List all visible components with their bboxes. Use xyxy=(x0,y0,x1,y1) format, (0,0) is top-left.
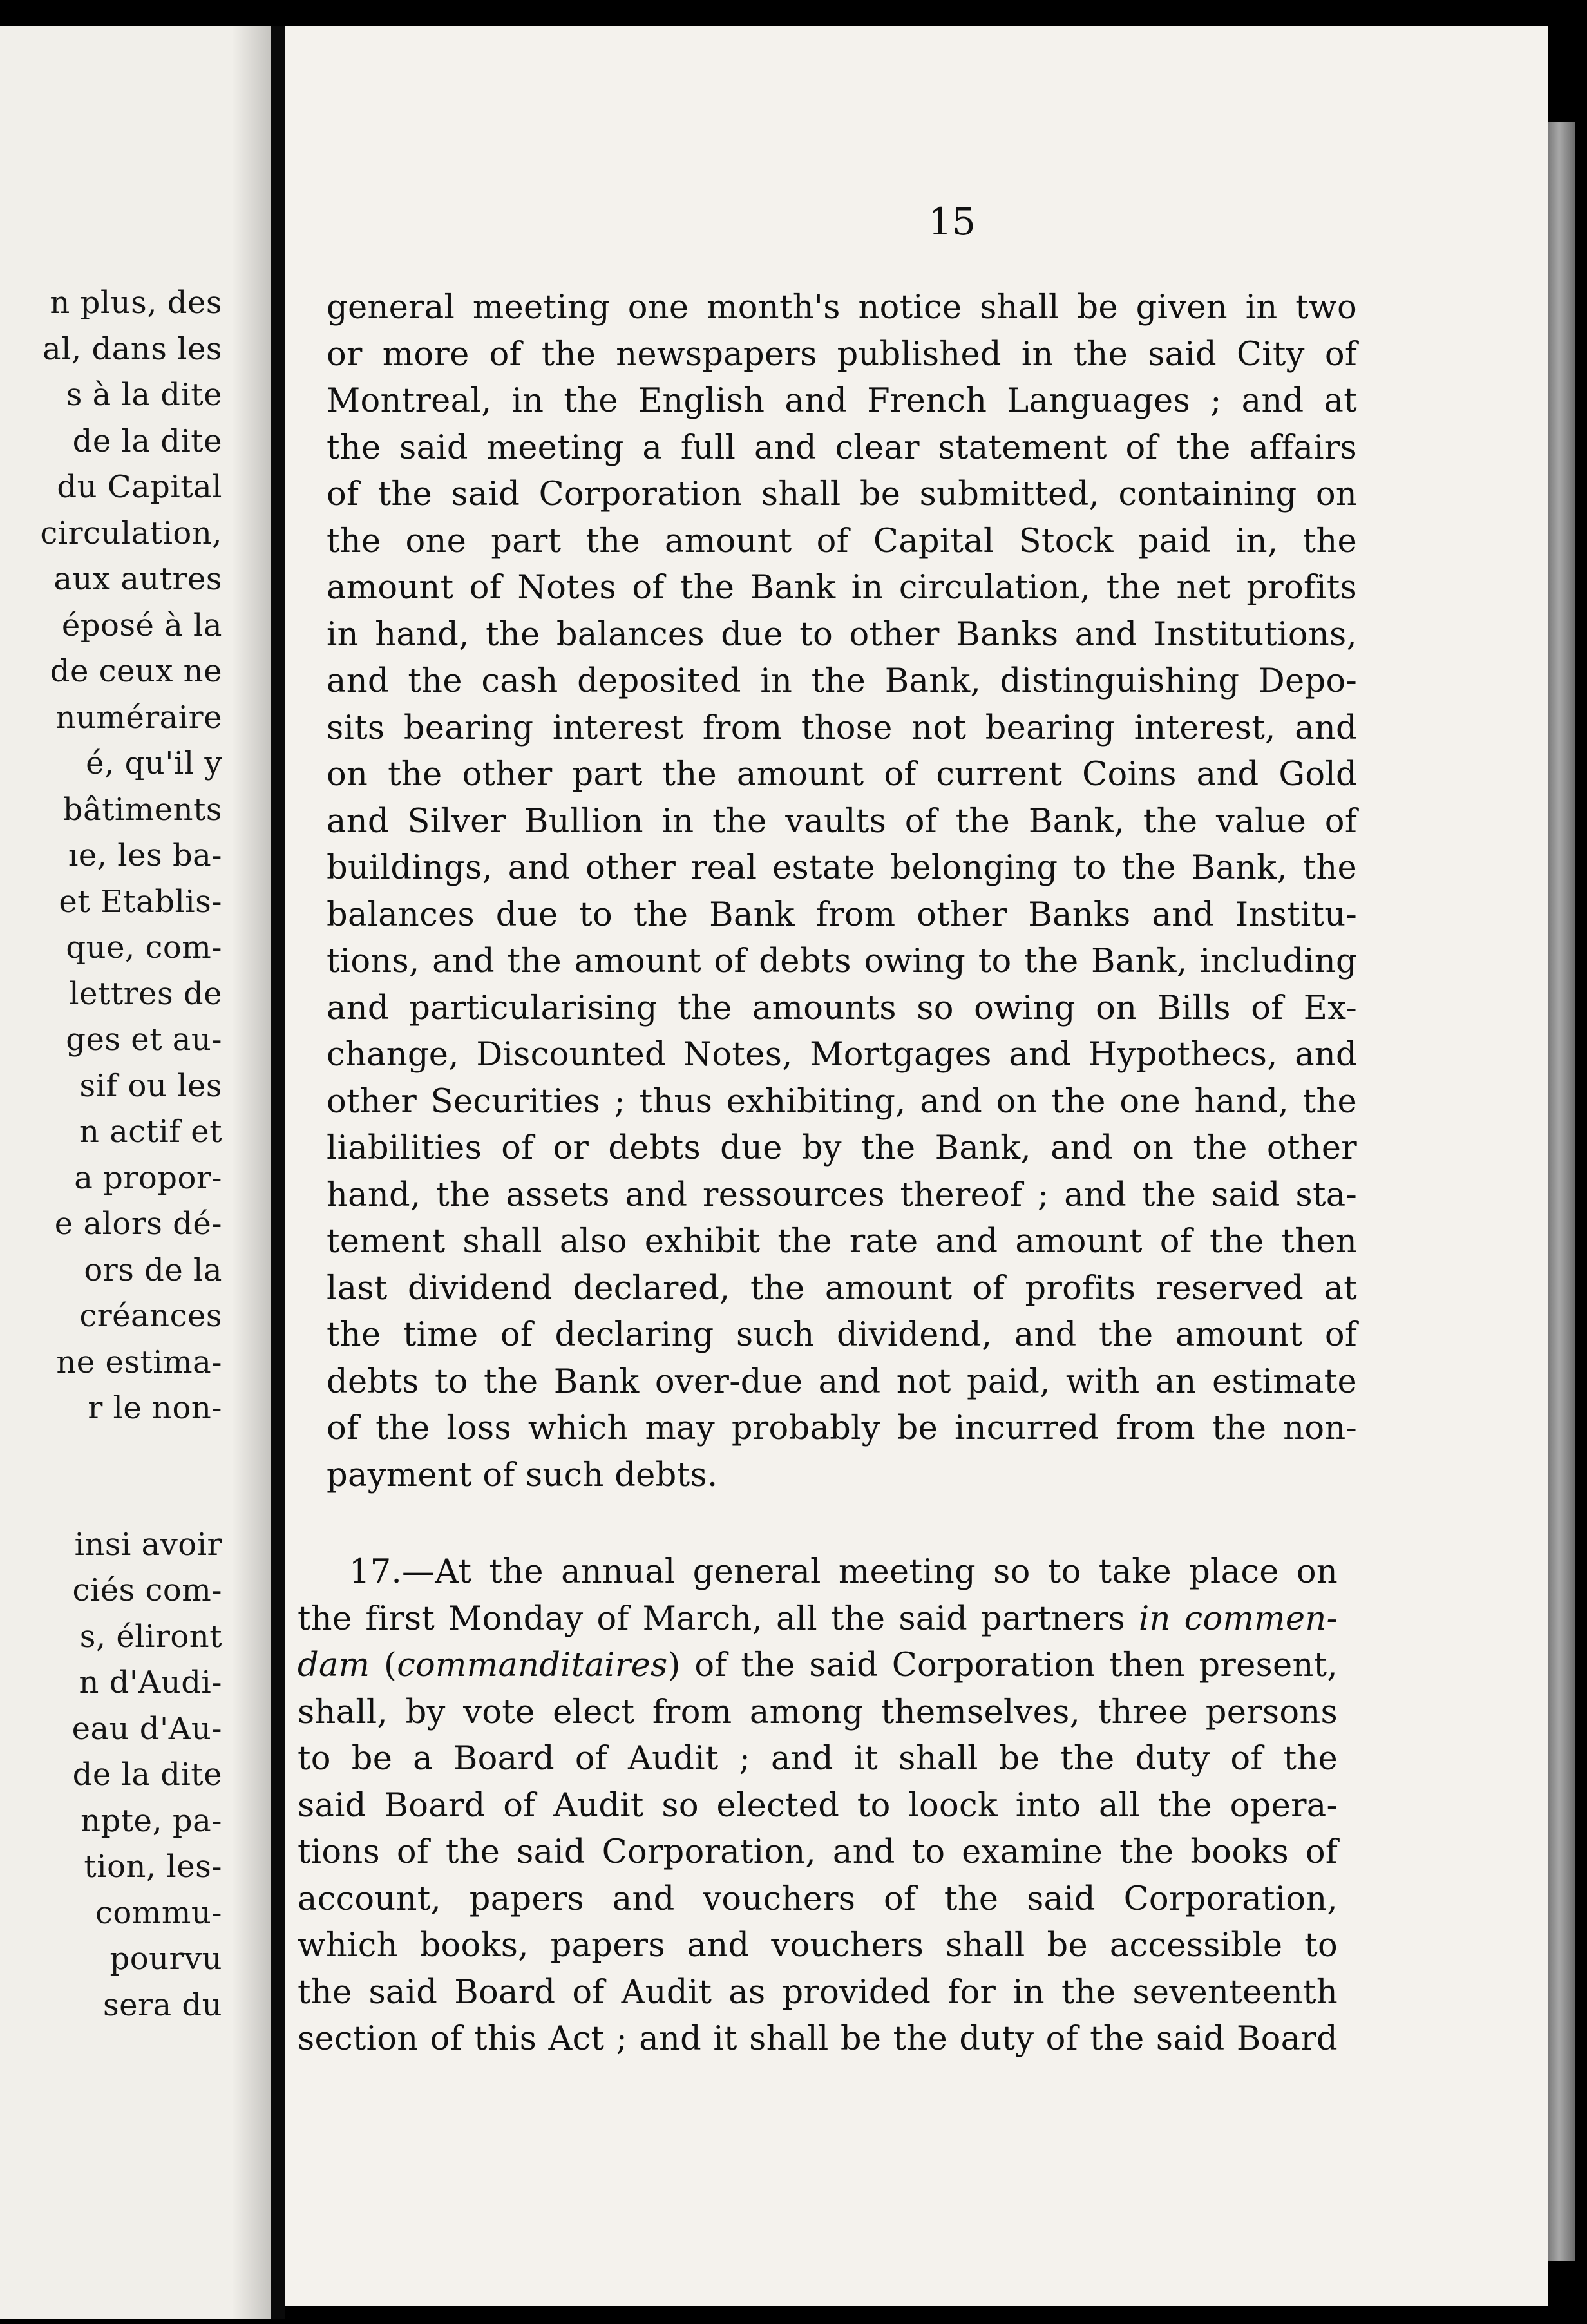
left-page-line: circulation, xyxy=(40,515,222,551)
paragraph-16-line: liabilities of or debts due by the Bank, and on the other xyxy=(327,1129,1357,1167)
paragraph-16-line: or more of the newspapers published in the said City of xyxy=(327,335,1357,374)
paragraph-17-line: 17.—At the annual general meeting so to take place on xyxy=(349,1553,1338,1591)
line-text: ) of the said Corporation then present, xyxy=(667,1646,1338,1684)
left-page-line: sif ou les xyxy=(79,1067,222,1104)
paragraph-17-line: which books, papers and vouchers shall be accessible to xyxy=(298,1927,1338,1965)
left-page-line: n d'Audi- xyxy=(79,1664,222,1700)
paragraph-16-line: buildings, and other real estate belonging to the Bank, the xyxy=(327,849,1357,887)
left-page-line: sera du xyxy=(103,1986,222,2023)
paragraph-16-line: payment of such debts. xyxy=(327,1456,718,1494)
left-page-line: créances xyxy=(79,1298,222,1334)
paragraph-16-line: other Securities ; thus exhibiting, and on the one hand, the xyxy=(327,1082,1357,1121)
left-page-line: que, com- xyxy=(66,929,222,966)
left-page-shadow xyxy=(232,26,271,2319)
paragraph-16-line: change, Discounted Notes, Mortgages and Hypothecs, and xyxy=(327,1036,1357,1074)
paragraph-17-line: account, papers and vouchers of the said Corporation, xyxy=(298,1880,1338,1918)
paragraph-17-line xyxy=(298,1643,1338,1690)
paragraph-17-line xyxy=(298,1596,1338,1643)
left-page-line: de la dite xyxy=(72,1757,222,1793)
italic-term: dam xyxy=(298,1646,370,1684)
left-page-line: commu- xyxy=(95,1894,222,1931)
paragraph-16-line: the one part the amount of Capital Stock paid in, the xyxy=(327,522,1357,560)
paragraph-16-line: on the other part the amount of current Coins and Gold xyxy=(327,756,1357,794)
paragraph-16-line: hand, the assets and ressources thereof ; and the said sta- xyxy=(327,1176,1357,1214)
left-page-line: de ceux ne xyxy=(50,653,222,689)
left-page-line: al, dans les xyxy=(42,330,222,367)
left-page-line: é, qu'il y xyxy=(86,745,222,781)
line-text: ( xyxy=(370,1646,397,1684)
left-page-line: ne estima- xyxy=(56,1344,222,1380)
main-page xyxy=(285,26,1548,2306)
left-page-line xyxy=(0,1432,222,1522)
left-page-line: tion, les- xyxy=(84,1849,222,1885)
left-page-line: a propor- xyxy=(74,1159,222,1196)
left-page-line: ors de la xyxy=(84,1252,222,1288)
left-page-line: éposé à la xyxy=(61,607,222,643)
paragraph-16-line: amount of Notes of the Bank in circulation, the net profits xyxy=(327,569,1357,607)
paragraph-17-line: shall, by vote elect from among themselves, three persons xyxy=(298,1693,1338,1731)
paragraph-16-line: Montreal, in the English and French Languages ; and at xyxy=(327,382,1357,420)
book-gutter xyxy=(271,26,285,2319)
left-page-line: insi avoir xyxy=(74,1526,222,1563)
italic-term: commanditaires xyxy=(397,1646,668,1684)
paragraph-16-line: and Silver Bullion in the vaults of the Bank, the value of xyxy=(327,802,1357,841)
page-edge-stack xyxy=(1548,122,1575,2261)
left-page-line: numéraire xyxy=(55,699,222,736)
left-page-line: ges et au- xyxy=(66,1022,222,1058)
left-page-line: et Etablis- xyxy=(59,883,222,920)
paragraph-17-line: section of this Act ; and it shall be the duty of the said Board xyxy=(298,2020,1338,2058)
paragraph-16-line: in hand, the balances due to other Banks and Institutions, xyxy=(327,615,1357,654)
paragraph-16-line: general meeting one month's notice shall be given in two xyxy=(327,289,1357,327)
left-page-line: s, éliront xyxy=(79,1618,222,1655)
left-page-line: ciés com- xyxy=(72,1572,222,1608)
left-page-line: pourvu xyxy=(109,1941,222,1977)
left-page-line: aux autres xyxy=(53,561,222,597)
paragraph-16-line: the time of declaring such dividend, and the amount of xyxy=(327,1316,1357,1354)
line-text: the first Monday of March, all the said partners xyxy=(298,1599,1139,1638)
italic-term: in commen- xyxy=(1138,1599,1338,1638)
paragraph-16-continuation xyxy=(327,285,1357,1499)
paragraph-16-line: of the loss which may probably be incurred from the non- xyxy=(327,1409,1357,1447)
paragraph-16-line: sits bearing interest from those not bearing interest, and xyxy=(327,709,1357,747)
paragraph-16-line: and the cash deposited in the Bank, distinguishing Depo- xyxy=(327,662,1357,700)
left-page-line: n plus, des xyxy=(50,285,222,321)
paragraph-17-line: said Board of Audit so elected to loock into all the opera- xyxy=(298,1786,1338,1825)
paragraph-17 xyxy=(298,1549,1338,2063)
left-page-line: npte, pa- xyxy=(81,1802,222,1839)
paragraph-17-line: tions of the said Corporation, and to examine the books of xyxy=(298,1833,1338,1871)
left-page-line: e alors dé- xyxy=(54,1206,222,1242)
paragraph-17-line: to be a Board of Audit ; and it shall be the duty of the xyxy=(298,1740,1338,1778)
left-page-line: lettres de xyxy=(69,975,222,1012)
left-page-line: r le non- xyxy=(88,1390,222,1426)
left-facing-page xyxy=(0,26,271,2319)
left-page-line: eau d'Au- xyxy=(71,1710,222,1747)
paragraph-16-line: of the said Corporation shall be submitted, containing on xyxy=(327,475,1357,513)
page-number: 15 xyxy=(928,200,976,243)
paragraph-16-line: last dividend declared, the amount of profits reserved at xyxy=(327,1269,1357,1308)
left-page-line: n actif et xyxy=(79,1114,222,1150)
paragraph-16-line: and particularising the amounts so owing on Bills of Ex- xyxy=(327,989,1357,1027)
left-page-line: s à la dite xyxy=(66,377,222,413)
paragraph-16-line: tions, and the amount of debts owing to the Bank, including xyxy=(327,942,1357,980)
paragraph-16-line: the said meeting a full and clear statement of the affairs xyxy=(327,428,1357,467)
left-page-line: bâtiments xyxy=(62,791,222,828)
left-page-text xyxy=(0,280,222,2028)
paragraph-16-line: debts to the Bank over-due and not paid, with an estimate xyxy=(327,1362,1357,1401)
left-page-line: ıe, les ba- xyxy=(68,837,222,873)
left-page-line: du Capital xyxy=(57,469,222,505)
paragraph-16-line: tement shall also exhibit the rate and amount of the then xyxy=(327,1223,1357,1261)
paragraph-17-line: the said Board of Audit as provided for in the seventeenth xyxy=(298,1973,1338,2012)
paragraph-16-line: balances due to the Bank from other Banks and Institu- xyxy=(327,895,1357,934)
left-page-line: de la dite xyxy=(72,423,222,459)
